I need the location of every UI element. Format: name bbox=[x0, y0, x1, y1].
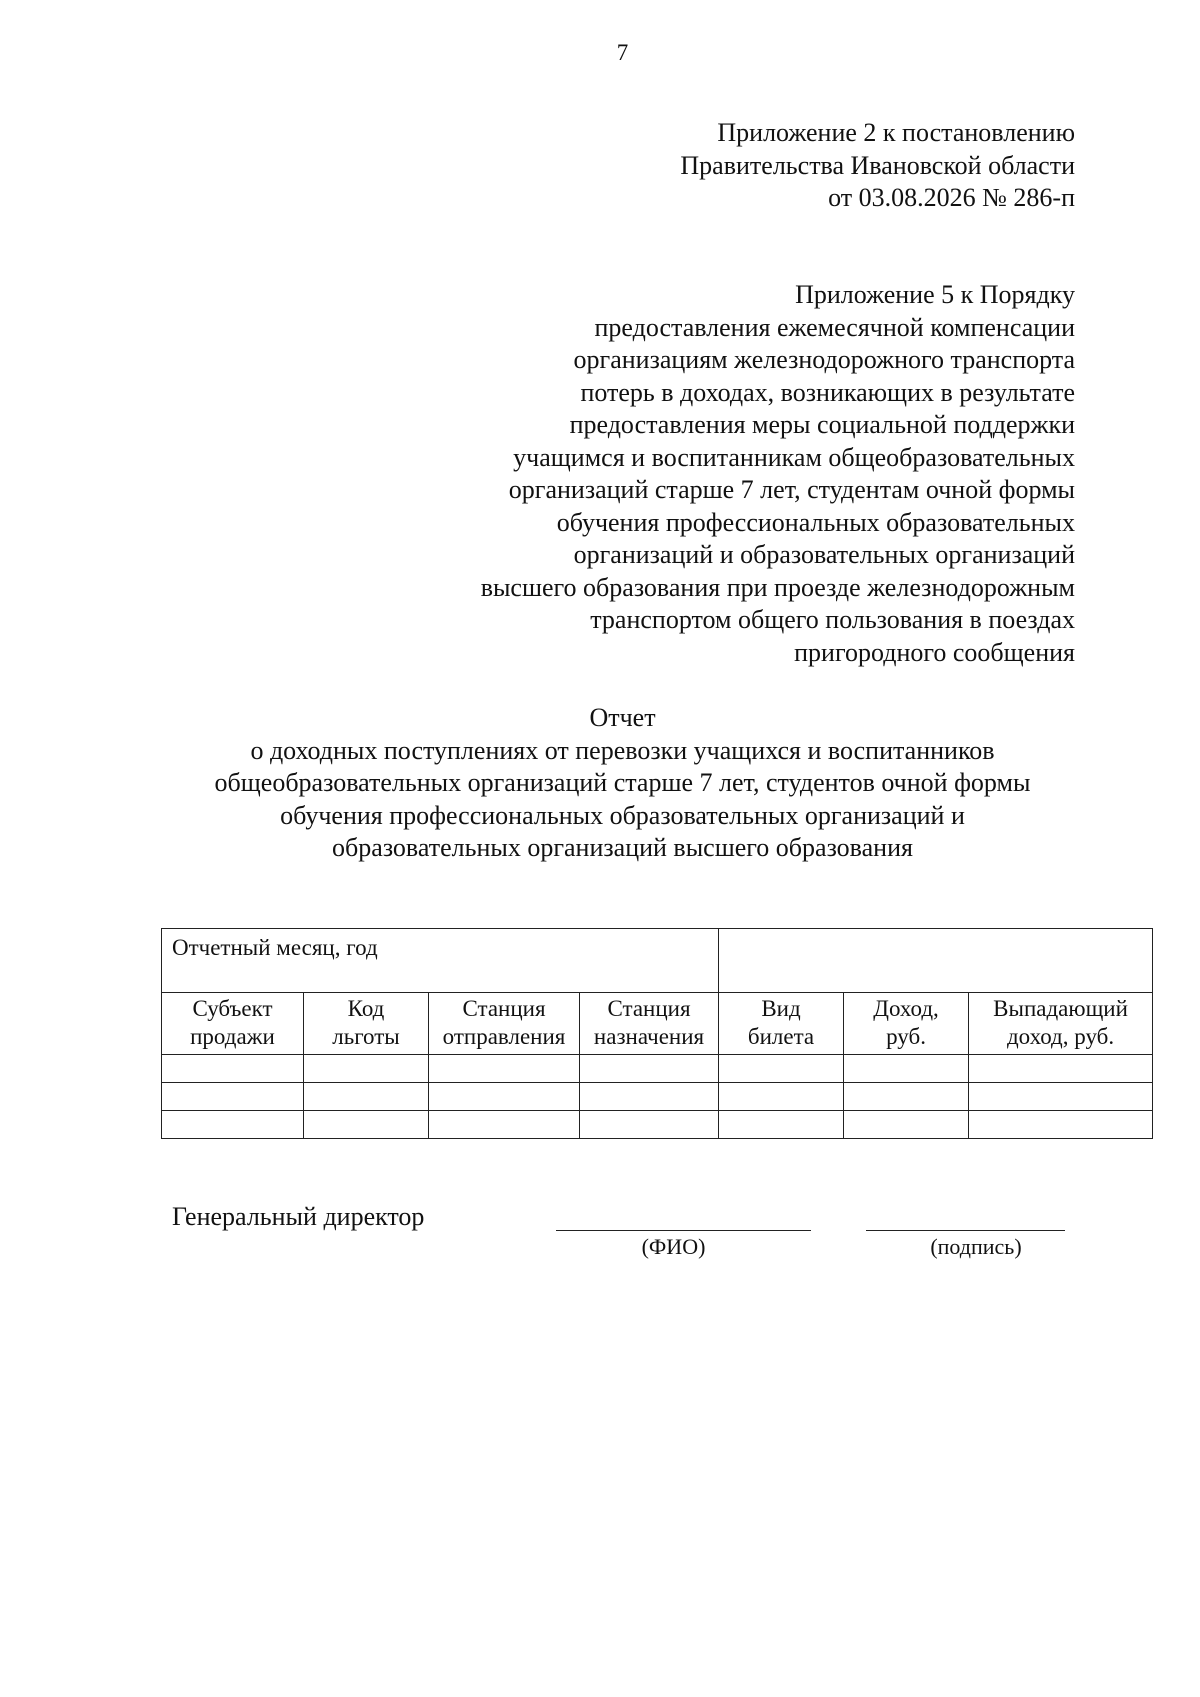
table-cell bbox=[844, 1083, 969, 1111]
report-table bbox=[161, 928, 1153, 1139]
appendix-5-line: предоставления ежемесячной компенсации bbox=[594, 312, 1075, 342]
appendix-5-header bbox=[481, 279, 1075, 669]
appendix-5-line: организациям железнодорожного транспорта bbox=[573, 345, 1075, 374]
table-cell bbox=[844, 1055, 969, 1083]
col-header-line: льготы bbox=[332, 1024, 400, 1049]
table-header-row bbox=[162, 993, 1153, 1055]
col-header-lost-income bbox=[969, 993, 1153, 1055]
appendix-5-line: обучения профессиональных образовательных bbox=[556, 507, 1075, 537]
table-cell bbox=[429, 1055, 580, 1083]
table-cell bbox=[429, 1111, 580, 1139]
table-cell bbox=[719, 1083, 844, 1111]
col-header-line: Код bbox=[347, 996, 385, 1021]
report-subtitle-line: образовательных организаций высшего образования bbox=[332, 833, 913, 862]
col-header-departure-station bbox=[429, 993, 580, 1055]
table-cell bbox=[969, 1055, 1153, 1083]
fio-caption: (ФИО) bbox=[641, 1234, 706, 1259]
col-header-line: руб. bbox=[886, 1024, 926, 1049]
appendix-5-line: пригородного сообщения bbox=[794, 637, 1075, 667]
col-header-line: доход, руб. bbox=[1006, 1024, 1115, 1049]
table-cell bbox=[304, 1055, 429, 1083]
appendix-5-line: потерь в доходах, возникающих в результате bbox=[580, 377, 1075, 407]
col-header-line: Вид bbox=[761, 996, 801, 1021]
appendix-2-line: от 03.08.2026 № 286-п bbox=[828, 183, 1075, 212]
appendix-5-line: Приложение 5 к Порядку bbox=[795, 280, 1075, 309]
table-cell bbox=[162, 1083, 304, 1111]
col-header-line: Выпадающий bbox=[993, 996, 1128, 1021]
appendix-2-line: Приложение 2 к постановлению bbox=[717, 118, 1075, 147]
table-cell bbox=[162, 1055, 304, 1083]
sign-signature-line bbox=[866, 1230, 1065, 1231]
report-subtitle-line: о доходных поступлениях от перевозки учащихся и воспитанников bbox=[250, 735, 995, 765]
report-title-block bbox=[0, 702, 1200, 865]
col-header-sales-subject bbox=[162, 993, 304, 1055]
table-cell bbox=[719, 1055, 844, 1083]
table-cell bbox=[969, 1111, 1153, 1139]
table-cell bbox=[719, 1111, 844, 1139]
appendix-5-line: высшего образования при проезде железнодорожным bbox=[480, 572, 1075, 602]
page-number: 7 bbox=[616, 40, 629, 65]
col-header-ticket-type bbox=[719, 993, 844, 1055]
appendix-2-header bbox=[680, 117, 1075, 215]
appendix-5-line: предоставления меры социальной поддержки bbox=[569, 410, 1075, 439]
table-cell bbox=[969, 1083, 1153, 1111]
table-cell bbox=[429, 1083, 580, 1111]
month-value-cell bbox=[719, 929, 1153, 993]
table-cell bbox=[162, 1111, 304, 1139]
table-cell bbox=[580, 1083, 719, 1111]
col-header-destination-station bbox=[580, 993, 719, 1055]
month-row bbox=[162, 929, 1153, 993]
table-cell bbox=[304, 1083, 429, 1111]
col-header-line: Станция bbox=[607, 996, 691, 1021]
appendix-5-line: транспортом общего пользования в поездах bbox=[590, 605, 1075, 634]
signature-role: Генеральный директор bbox=[172, 1202, 425, 1231]
appendix-5-line: учащимся и воспитанникам общеобразовательных bbox=[513, 442, 1075, 472]
table-row bbox=[162, 1083, 1153, 1111]
appendix-5-line: организаций старше 7 лет, студентам очной формы bbox=[508, 475, 1075, 504]
col-header-line: Субъект bbox=[192, 996, 273, 1021]
col-header-benefit-code bbox=[304, 993, 429, 1055]
col-header-line: билета bbox=[747, 1024, 815, 1049]
table-cell bbox=[580, 1111, 719, 1139]
col-header-line: назначения bbox=[593, 1024, 705, 1049]
report-subtitle-line: обучения профессиональных образовательных организаций и bbox=[280, 800, 965, 830]
appendix-2-line: Правительства Ивановской области bbox=[680, 150, 1075, 180]
appendix-5-line: организаций и образовательных организаций bbox=[573, 540, 1075, 569]
table-cell bbox=[304, 1111, 429, 1139]
month-label: Отчетный месяц, год bbox=[162, 929, 719, 993]
table-cell bbox=[580, 1055, 719, 1083]
table-cell bbox=[844, 1111, 969, 1139]
col-header-line: продажи bbox=[190, 1024, 275, 1049]
table-row bbox=[162, 1055, 1153, 1083]
report-subtitle-line: общеобразовательных организаций старше 7 лет, студентов очной формы bbox=[214, 768, 1031, 797]
fio-signature-line bbox=[556, 1230, 811, 1231]
col-header-income bbox=[844, 993, 969, 1055]
col-header-line: Станция bbox=[462, 996, 546, 1021]
col-header-line: отправления bbox=[442, 1024, 566, 1049]
report-title: Отчет bbox=[589, 703, 656, 732]
col-header-line: Доход, bbox=[873, 996, 939, 1021]
table-row bbox=[162, 1111, 1153, 1139]
sign-caption: (подпись) bbox=[930, 1234, 1022, 1259]
